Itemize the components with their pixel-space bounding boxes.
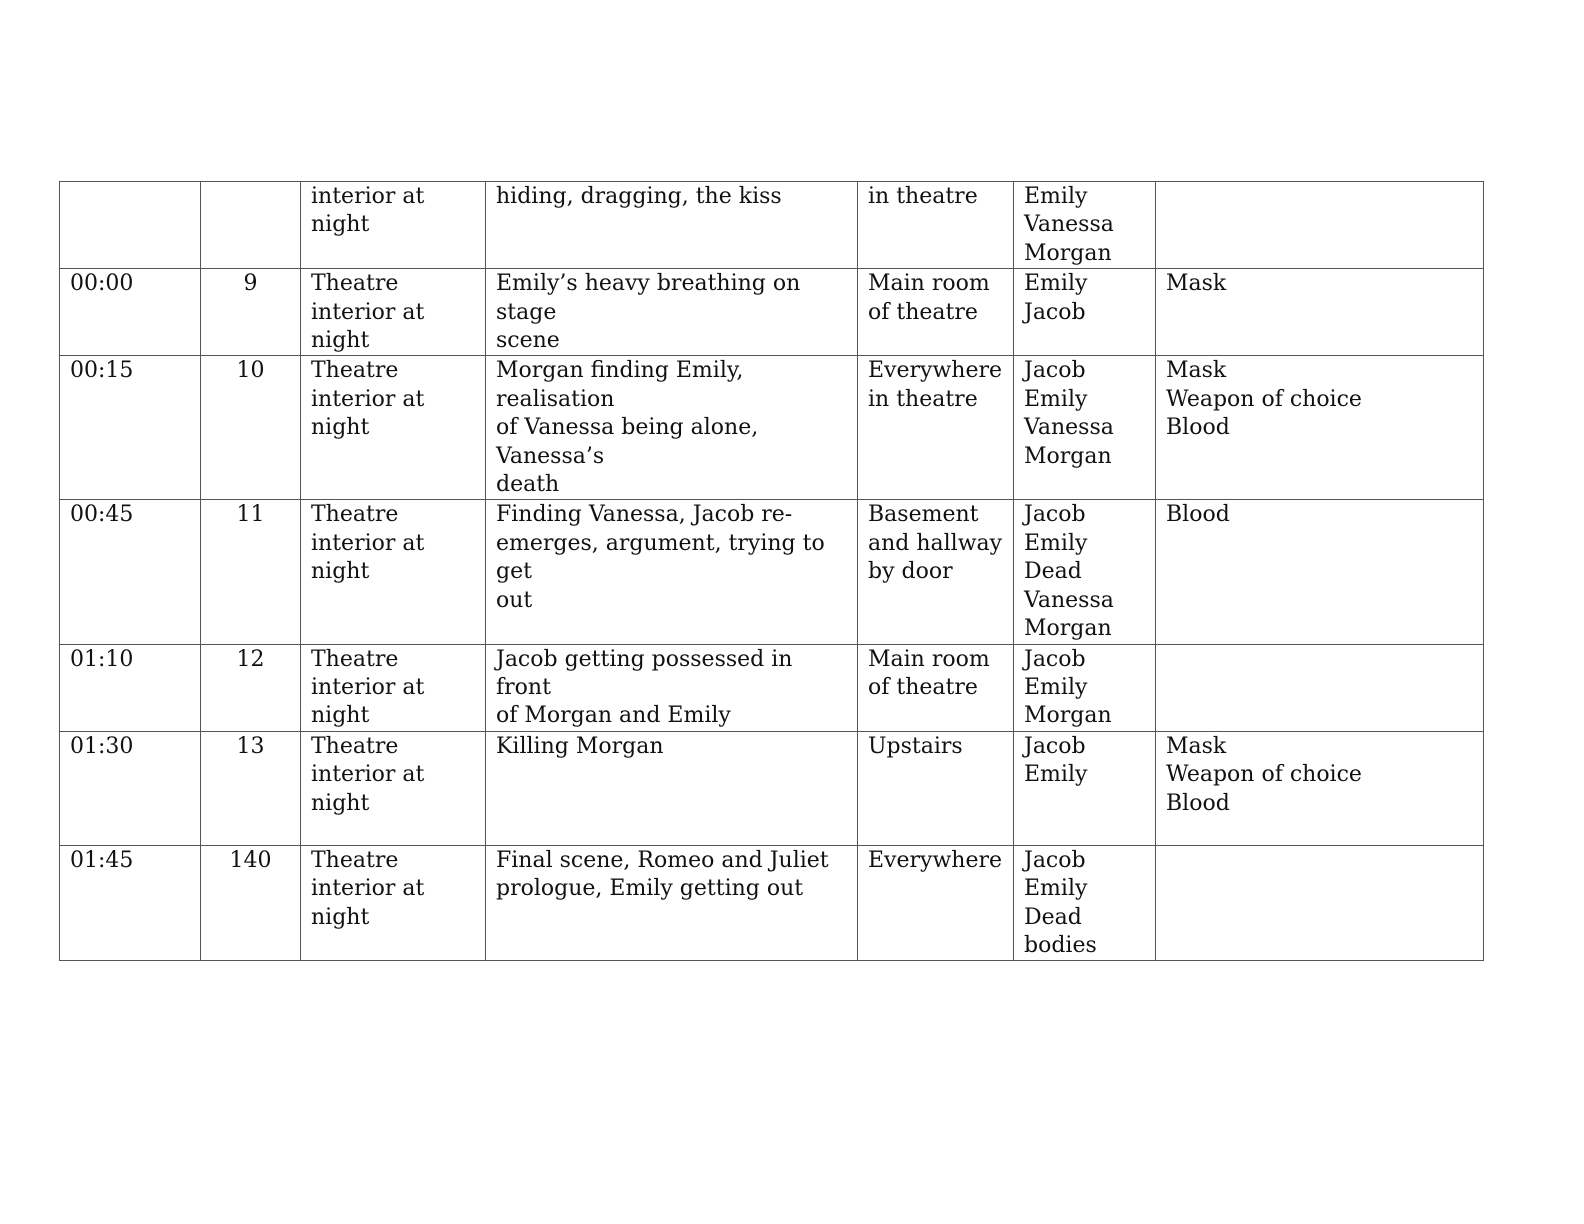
props-cell — [1156, 845, 1484, 961]
cast-cell: Emily Vanessa Morgan — [1014, 182, 1156, 269]
scene-number-cell: 9 — [201, 269, 301, 356]
setting-cell: Theatre interior at night — [301, 356, 486, 500]
time-cell: 00:00 — [60, 269, 201, 356]
table-row — [60, 356, 1484, 500]
location-cell: Upstairs — [858, 731, 1014, 845]
cast-cell: Jacob Emily Morgan — [1014, 644, 1156, 731]
description-cell: Emily’s heavy breathing on stage scene — [486, 269, 858, 356]
props-cell — [1156, 644, 1484, 731]
time-cell: 01:45 — [60, 845, 201, 961]
props-cell: Blood — [1156, 500, 1484, 644]
shooting-schedule-table — [59, 181, 1484, 961]
setting-cell: Theatre interior at night — [301, 731, 486, 845]
setting-cell: Theatre interior at night — [301, 845, 486, 961]
cast-cell: Jacob Emily Dead Vanessa Morgan — [1014, 500, 1156, 644]
description-cell: Killing Morgan — [486, 731, 858, 845]
description-cell: Jacob getting possessed in front of Morgan and Emily — [486, 644, 858, 731]
setting-cell: Theatre interior at night — [301, 644, 486, 731]
time-cell: 00:15 — [60, 356, 201, 500]
setting-cell: interior at night — [301, 182, 486, 269]
table-row — [60, 731, 1484, 845]
table-row — [60, 845, 1484, 961]
scene-number-cell: 140 — [201, 845, 301, 961]
scene-number-cell: 10 — [201, 356, 301, 500]
description-cell: Finding Vanessa, Jacob re- emerges, argument, trying to get out — [486, 500, 858, 644]
table-row — [60, 182, 1484, 269]
time-cell: 00:45 — [60, 500, 201, 644]
location-cell: in theatre — [858, 182, 1014, 269]
scene-number-cell: 13 — [201, 731, 301, 845]
table-row — [60, 644, 1484, 731]
props-cell: Mask — [1156, 269, 1484, 356]
cast-cell: Jacob Emily Dead bodies — [1014, 845, 1156, 961]
props-cell — [1156, 182, 1484, 269]
scene-number-cell — [201, 182, 301, 269]
location-cell: Everywhere — [858, 845, 1014, 961]
setting-cell: Theatre interior at night — [301, 500, 486, 644]
props-cell: Mask Weapon of choice Blood — [1156, 356, 1484, 500]
location-cell: Main room of theatre — [858, 269, 1014, 356]
cast-cell: Jacob Emily Vanessa Morgan — [1014, 356, 1156, 500]
table-row — [60, 269, 1484, 356]
cast-cell: Emily Jacob — [1014, 269, 1156, 356]
scene-number-cell: 11 — [201, 500, 301, 644]
location-cell: Main room of theatre — [858, 644, 1014, 731]
time-cell — [60, 182, 201, 269]
setting-cell: Theatre interior at night — [301, 269, 486, 356]
description-cell: Morgan finding Emily, realisation of Vanessa being alone, Vanessa’s death — [486, 356, 858, 500]
scene-number-cell: 12 — [201, 644, 301, 731]
location-cell: Basement and hallway by door — [858, 500, 1014, 644]
description-cell: hiding, dragging, the kiss — [486, 182, 858, 269]
time-cell: 01:30 — [60, 731, 201, 845]
description-cell: Final scene, Romeo and Juliet prologue, Emily getting out — [486, 845, 858, 961]
location-cell: Everywhere in theatre — [858, 356, 1014, 500]
time-cell: 01:10 — [60, 644, 201, 731]
table-row — [60, 500, 1484, 644]
props-cell: Mask Weapon of choice Blood — [1156, 731, 1484, 845]
cast-cell: Jacob Emily — [1014, 731, 1156, 845]
